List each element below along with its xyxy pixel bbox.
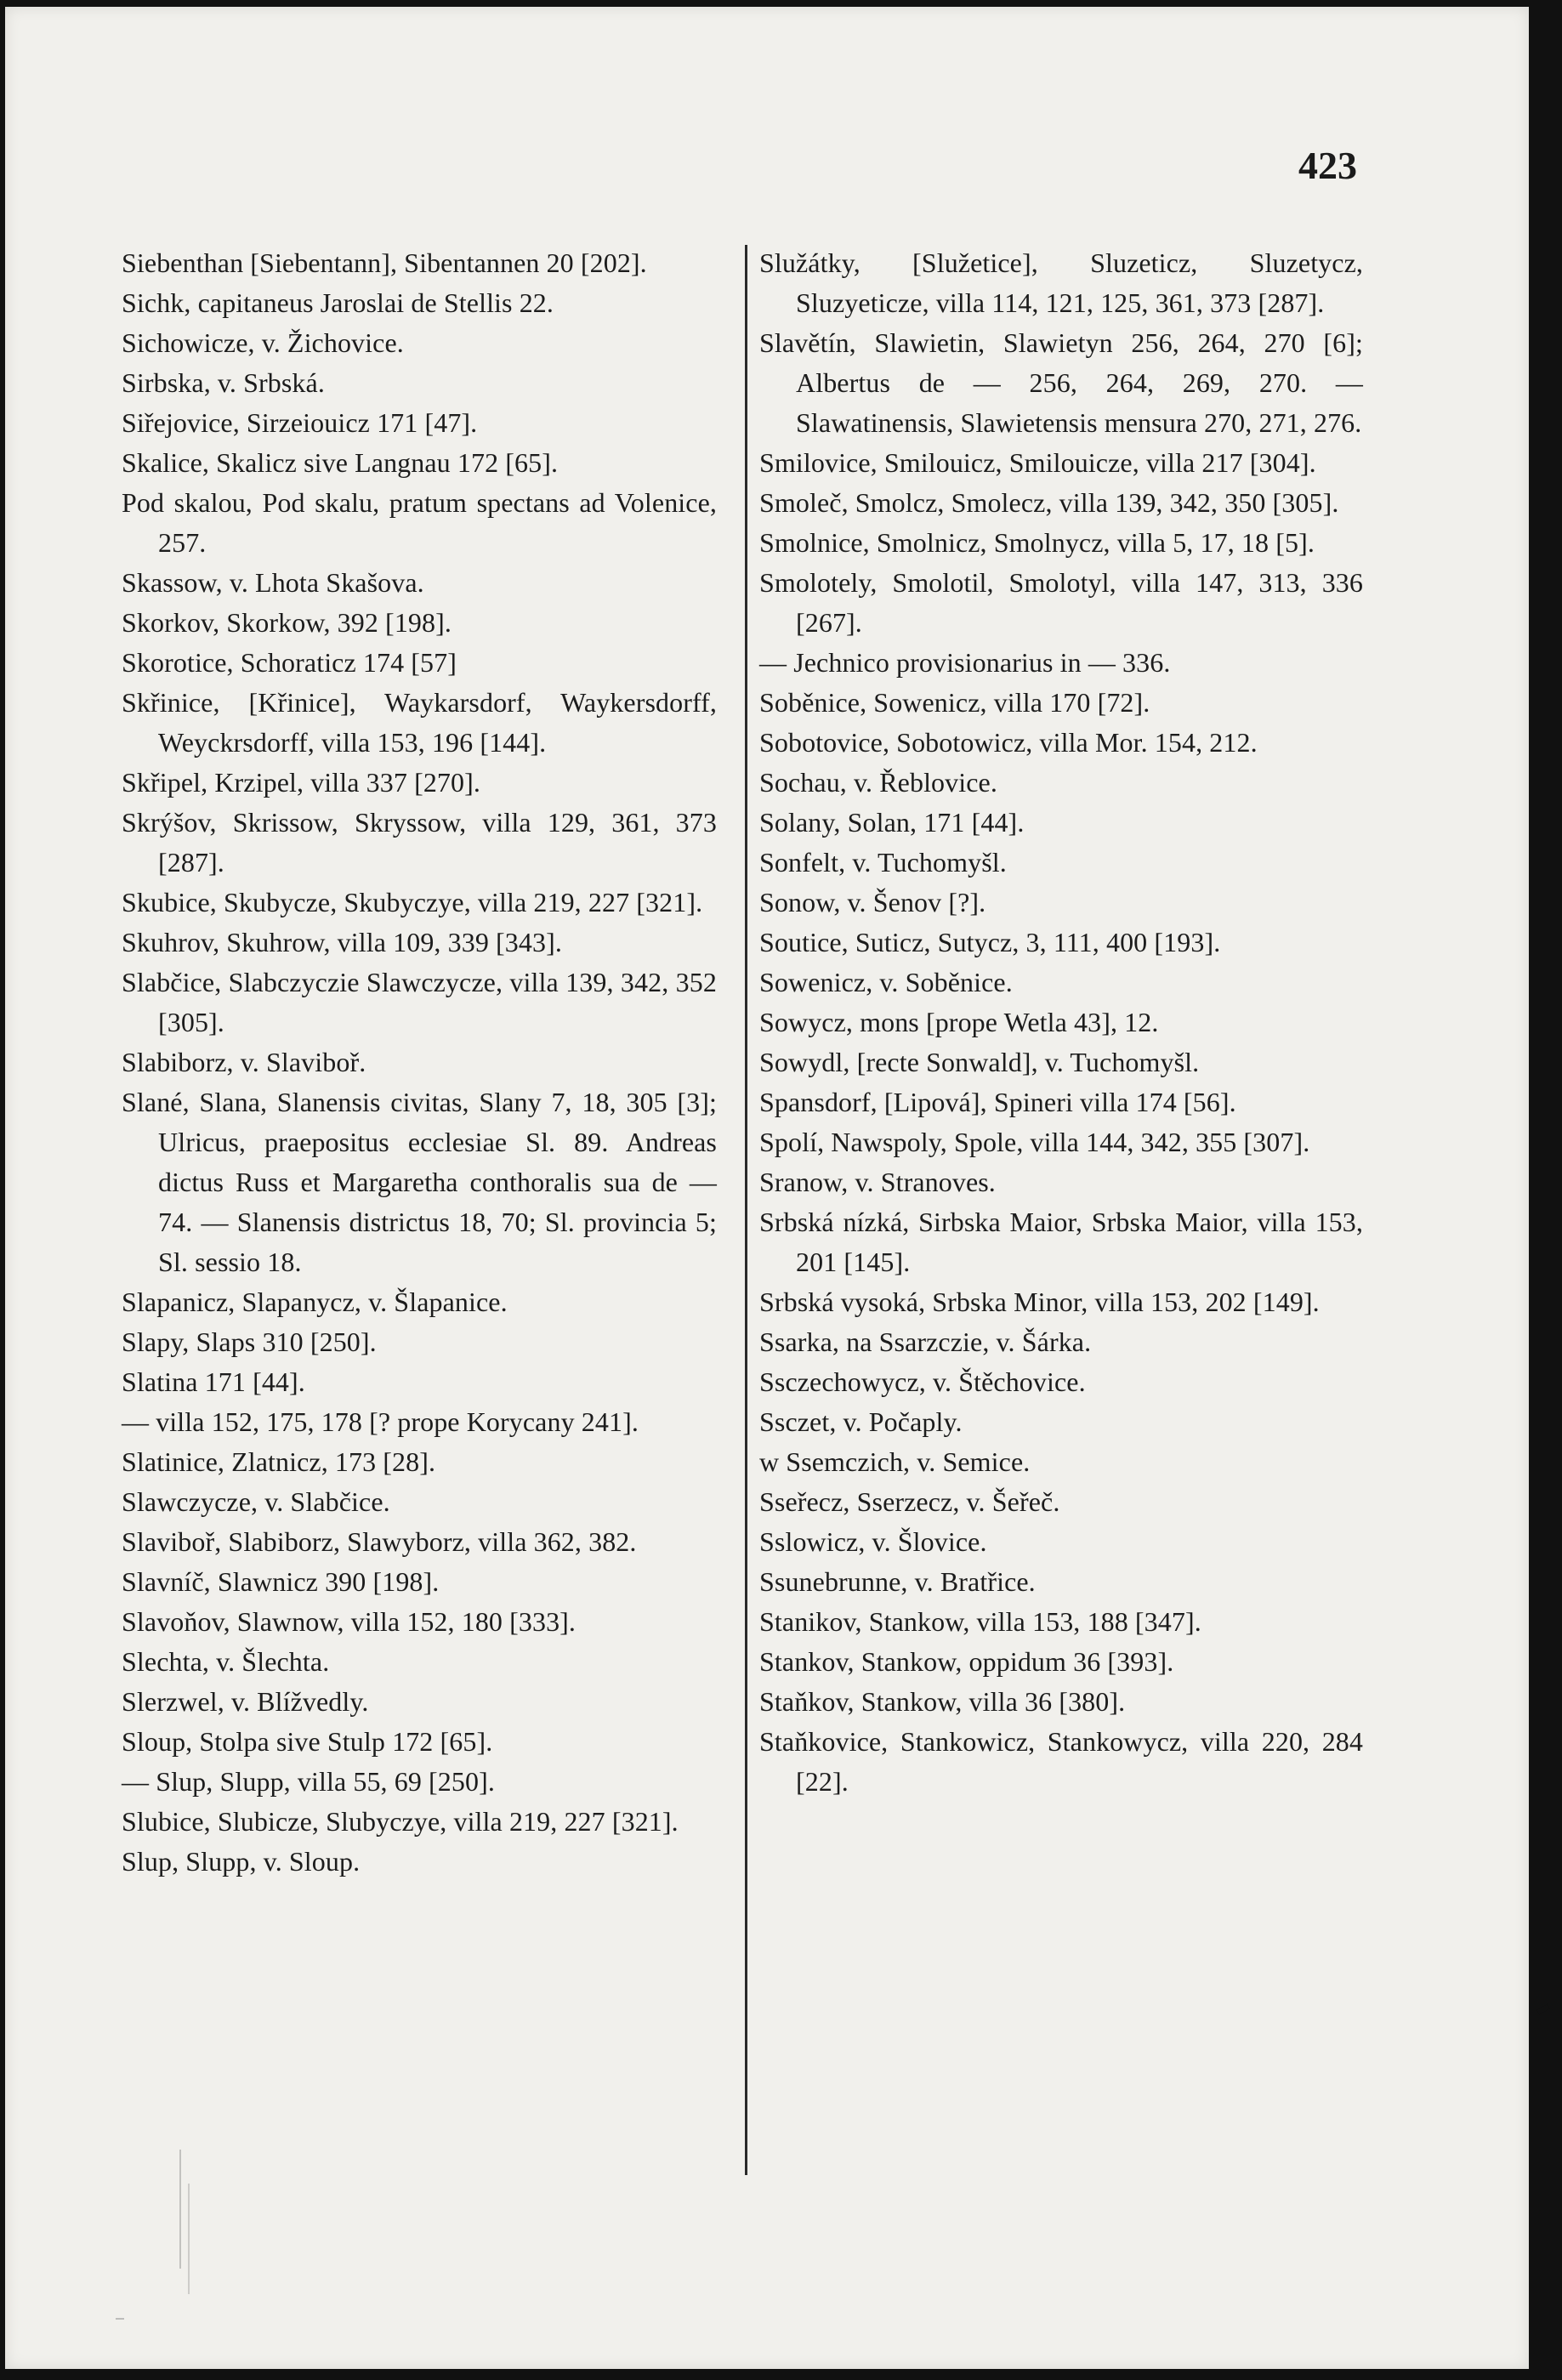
ink-mark (1536, 2004, 1549, 2014)
index-entry: Sseřecz, Sserzecz, v. Šeřeč. (759, 1486, 1060, 1517)
index-entry: Slavoňov, Slawnow, villa 152, 180 [333]. (122, 1606, 577, 1637)
index-entry: Slawczycze, v. Slabčice. (122, 1486, 390, 1517)
index-entry: Pod skalou, Pod skalu, pratum spectans ad Volenice, 257. (122, 487, 717, 558)
index-entry: Sowycz, mons [prope Wetla 43], 12. (759, 1007, 1159, 1037)
index-entry: Sowenicz, v. Soběnice. (759, 967, 1013, 997)
index-entry: Soběnice, Sowenicz, villa 170 [72]. (759, 687, 1150, 718)
index-entry: Slatina 171 [44]. (122, 1366, 305, 1397)
index-entry: Skalice, Skalicz sive Langnau 172 [65]. (122, 447, 559, 478)
index-entry: Srbská nízká, Sirbska Maior, Srbska Maior, villa 153, 201 [145]. (759, 1207, 1363, 1277)
index-entry: Slapanicz, Slapanycz, v. Šlapanice. (122, 1287, 508, 1317)
index-entry: Slubice, Slubicze, Slubyczye, villa 219, 227 [321]. (122, 1806, 679, 1837)
index-entry: Siebenthan [Siebentann], Sibentannen 20 [202]. (122, 247, 647, 278)
index-entry: Slané, Slana, Slanensis civitas, Slany 7, 18, 305 [3]; Ulricus, praepositus ecclesiae Sl. 89. Andreas dictus Russ et Margaretha conthoralis sua de — 74. — Slanensis districtus 18, 70; Sl. provincia 5; Sl. sessio 18. (122, 1087, 717, 1277)
index-entry: Služátky, [Služetice], Sluzeticz, Sluzetycz, Sluzyeticze, villa 114, 121, 125, 361, 373 [287]. (759, 247, 1363, 318)
index-entry: Sloup, Stolpa sive Stulp 172 [65]. (122, 1726, 493, 1757)
index-column-right (759, 243, 1363, 1802)
index-entry: Skorotice, Schoraticz 174 [57] (122, 647, 457, 678)
pencil-mark (116, 2318, 124, 2320)
index-entry: Skassow, v. Lhota Skašova. (122, 567, 424, 598)
index-entry: Sowydl, [recte Sonwald], v. Tuchomyšl. (759, 1047, 1200, 1077)
index-entry: Ssczechowycz, v. Štěchovice. (759, 1366, 1086, 1397)
index-entry: Slerzwel, v. Blížvedly. (122, 1686, 369, 1717)
index-entry: Slapy, Slaps 310 [250]. (122, 1326, 377, 1357)
index-entry: Smoleč, Smolcz, Smolecz, villa 139, 342, 350 [305]. (759, 487, 1339, 518)
index-entry: Sranow, v. Stranoves. (759, 1167, 996, 1197)
index-entry: Slup, Slupp, v. Sloup. (122, 1846, 361, 1877)
pencil-mark (188, 2184, 190, 2294)
index-entry: Skorkov, Skorkow, 392 [198]. (122, 607, 452, 638)
index-entry: Ssunebrunne, v. Bratřice. (759, 1566, 1036, 1597)
index-entry: Sochau, v. Řeblovice. (759, 767, 997, 798)
index-column-left (122, 243, 717, 1882)
index-entry: — Slup, Slupp, villa 55, 69 [250]. (122, 1766, 495, 1797)
index-entry: Skřipel, Krzipel, villa 337 [270]. (122, 767, 480, 798)
index-entry: Soutice, Suticz, Sutycz, 3, 111, 400 [193]. (759, 927, 1221, 957)
page-number: 423 (1298, 144, 1357, 187)
index-entry: Slabiborz, v. Slaviboř. (122, 1047, 366, 1077)
index-entry: Smolotely, Smolotil, Smolotyl, villa 147, 313, 336 [267]. (759, 567, 1363, 638)
index-entry: Stankov, Stankow, oppidum 36 [393]. (759, 1646, 1174, 1677)
index-entry: Sobotovice, Sobotowicz, villa Mor. 154, 212. (759, 727, 1258, 758)
index-entry: Smolnice, Smolnicz, Smolnycz, villa 5, 17, 18 [5]. (759, 527, 1315, 558)
index-entry: Sonfelt, v. Tuchomyšl. (759, 847, 1007, 878)
index-entry: — villa 152, 175, 178 [? prope Korycany 241]. (122, 1406, 639, 1437)
book-page (5, 7, 1529, 2369)
index-entry: Skubice, Skubycze, Skubyczye, villa 219, 227 [321]. (122, 887, 703, 917)
index-entry: Siřejovice, Sirzeiouicz 171 [47]. (122, 407, 478, 438)
index-entry: Sonow, v. Šenov [?]. (759, 887, 986, 917)
index-entry: Srbská vysoká, Srbska Minor, villa 153, 202 [149]. (759, 1287, 1320, 1317)
index-entry: Slechta, v. Šlechta. (122, 1646, 330, 1677)
index-entry: Spolí, Nawspoly, Spole, villa 144, 342, 355 [307]. (759, 1127, 1310, 1157)
index-entry: Slatinice, Zlatnicz, 173 [28]. (122, 1446, 436, 1477)
index-entry: Sichowicze, v. Žichovice. (122, 327, 404, 358)
index-entry: Sslowicz, v. Šlovice. (759, 1526, 987, 1557)
index-entry: — Jechnico provisionarius in — 336. (759, 647, 1171, 678)
index-entry: Sichk, capitaneus Jaroslai de Stellis 22. (122, 287, 554, 318)
index-entry: Slavětín, Slawietin, Slawietyn 256, 264, 270 [6]; Albertus de — 256, 264, 269, 270. — Slawatinensis, Slawietensis mensura 270, 271, 276. (759, 327, 1363, 438)
column-divider (745, 245, 747, 2175)
index-entry: Stanikov, Stankow, villa 153, 188 [347]. (759, 1606, 1201, 1637)
index-entry: Slabčice, Slabczyczie Slawczycze, villa 139, 342, 352 [305]. (122, 967, 717, 1037)
index-entry: Smilovice, Smilouicz, Smilouicze, villa 217 [304]. (759, 447, 1316, 478)
index-entry: Skrýšov, Skrissow, Skryssow, villa 129, 361, 373 [287]. (122, 807, 717, 878)
pencil-mark (179, 2150, 181, 2269)
index-entry: Ssarka, na Ssarzczie, v. Šárka. (759, 1326, 1092, 1357)
index-entry: Ssczet, v. Počaply. (759, 1406, 963, 1437)
index-entry: Spansdorf, [Lipová], Spineri villa 174 [56]. (759, 1087, 1236, 1117)
index-entry: Sirbska, v. Srbská. (122, 367, 325, 398)
index-entry: w Ssemczich, v. Semice. (759, 1446, 1031, 1477)
index-entry: Skřinice, [Křinice], Waykarsdorf, Waykersdorff, Weyckrsdorff, villa 153, 196 [144]. (122, 687, 717, 758)
index-entry: Solany, Solan, 171 [44]. (759, 807, 1025, 838)
index-entry: Slavníč, Slawnicz 390 [198]. (122, 1566, 440, 1597)
index-entry: Skuhrov, Skuhrow, villa 109, 339 [343]. (122, 927, 562, 957)
index-entry: Staňkov, Stankow, villa 36 [380]. (759, 1686, 1126, 1717)
index-entry: Slaviboř, Slabiborz, Slawyborz, villa 362, 382. (122, 1526, 637, 1557)
index-entry: Staňkovice, Stankowicz, Stankowycz, villa 220, 284 [22]. (759, 1726, 1363, 1797)
